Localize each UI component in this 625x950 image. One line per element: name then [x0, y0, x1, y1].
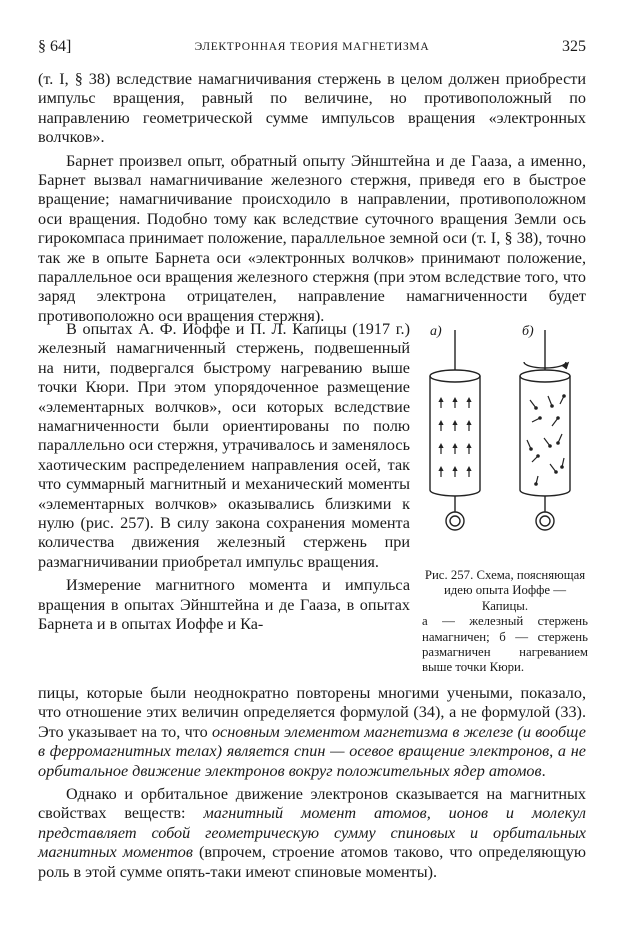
- caption-title: Рис. 257. Схема, поясняющая идею опыта Иоффе — Капицы.: [424, 568, 586, 613]
- section-number: § 64]: [38, 38, 72, 55]
- orbital-text: Однако и орбитальное движение электронов сказывается на магнитных свойствах веществ:: [38, 785, 586, 823]
- running-title: ЭЛЕКТРОННАЯ ТЕОРИЯ МАГНЕТИЗМА: [194, 41, 430, 53]
- paragraph-continuation: (т. I, § 38) вследствие намагничивания стержень в целом должен приобрести импульс вращения, равный по величине, но противоположный по направлению геометрической сумме импульсов вращения «электронных волчков».: [38, 70, 586, 147]
- figure-257: [412, 322, 590, 562]
- text-block-top: [38, 70, 586, 326]
- conclusion-italic: основным элементом магнетизма в железе (и вообще в ферромагнитных телах) является спин — осевое вращение электронов, а не орбитальное движение электронов вокруг положительных ядер атомов: [38, 722, 586, 780]
- paragraph-orbital: [38, 785, 586, 882]
- paragraph-barnett: Барнет произвел опыт, обратный опыту Эйнштейна и де Гааза, а именно, Барнет вызвал намагничивание железного стержня, приведя его в быстрое вращение; намагничивание происходило в направлении, противоположном оси вращения. Подобно тому как вследствие суточного вращения Земли ось гирокомпаса принимает положение, параллельное земной оси (т. I, § 38), точно так же в опыте Барнета оси «электронных волчков» принимают положение, параллельное оси вращения железного стержня (при этом вследствие того, что заряд электрона отрицателен, направление намагниченности будет противоположно оси вращения стержня).: [38, 151, 586, 325]
- demagnetized-rod-drawing: [520, 330, 570, 530]
- caption-legend: а — железный стержень намагничен; б — стержень размагничен нагреванием выше точки Кюри.: [422, 614, 588, 675]
- running-header: [38, 38, 586, 60]
- figure-label-b: б): [522, 324, 534, 339]
- text-block-bottom: [38, 684, 586, 882]
- conclusion-end: .: [541, 761, 546, 780]
- page-number: 325: [562, 38, 586, 55]
- figure-caption: [422, 568, 588, 676]
- magnetized-rod-drawing: [430, 330, 480, 530]
- text-block-left: [38, 320, 410, 635]
- figure-257-drawing: [412, 322, 590, 562]
- figure-label-a: а): [430, 324, 442, 339]
- orbital-italic: магнитный момент атомов, ионов и молекул представляет собой геометрическую сумму спиновых и орбитальных магнитных моментов: [38, 804, 586, 862]
- paragraph-measurement: Измерение магнитного момента и импульса вращения в опытах Эйнштейна и де Гааза, в опытах Барнета и в опытах Иоффе и Ка-: [38, 576, 410, 634]
- conclusion-text: пицы, которые были неоднократно повторены многими учеными, показало, что отношение этих величин определяется формулой (34), а не формулой (33). Это указывает на то, что: [38, 684, 586, 741]
- paragraph-ioffe-kapitsa: В опытах А. Ф. Иоффе и П. Л. Капицы (1917 г.) железный намагниченный стержень, подвешенный на нити, подвергался быстрому нагреванию выше точки Кюри. При этом упорядоченное размещение «элементарных волчков», оси которых вследствие намагниченности были ориентированы по полю параллельно оси стержня, утрачивалось и заменялось хаотическим распределением направления осей, так что суммарный магнитный и механический моменты «элементарных волчков» оказывались близкими к нулю (рис. 257). В силу закона сохранения момента количества движения железный стержень при размагничивании приобретал импульс вращения.: [38, 320, 410, 571]
- orbital-end: (впрочем, строение атомов таково, что определяющую роль в этой сумме опять-таки имеют спиновые моменты).: [38, 843, 586, 881]
- paragraph-conclusion: [38, 684, 586, 781]
